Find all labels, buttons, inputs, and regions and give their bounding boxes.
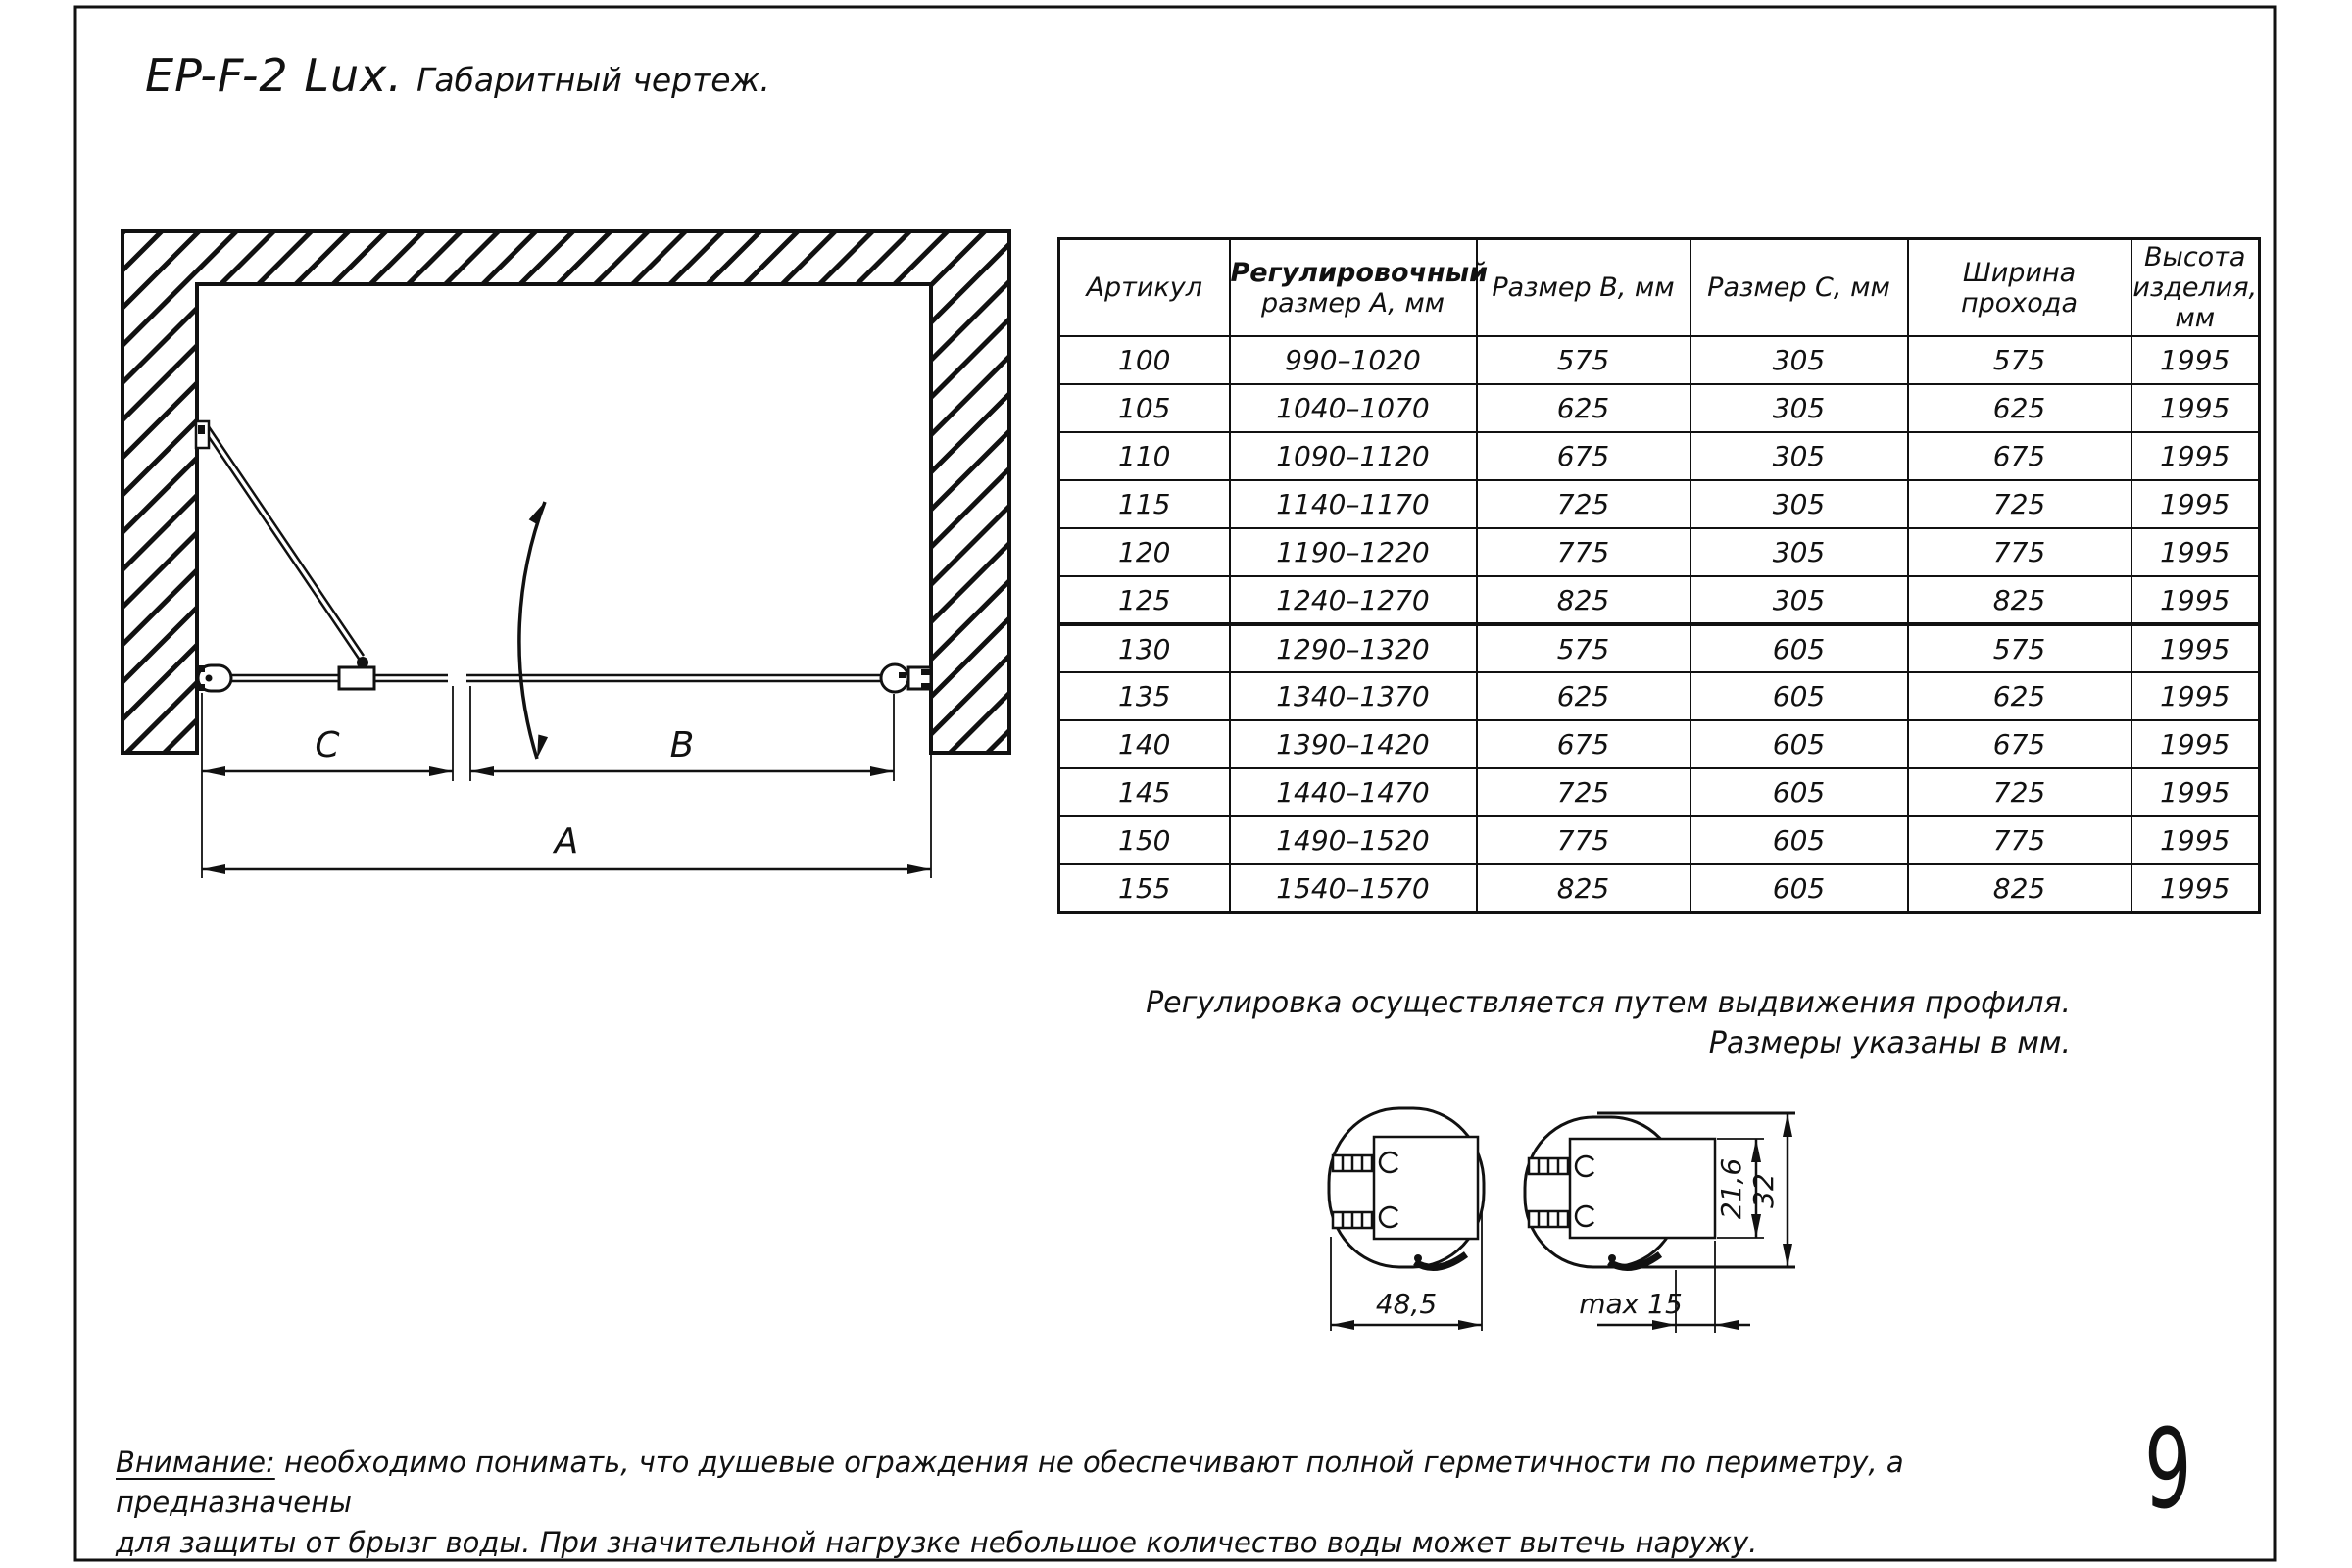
table-cell: 1995 xyxy=(2132,864,2260,912)
table-cell: 725 xyxy=(1908,768,2132,816)
warning-label: Внимание: xyxy=(116,1446,275,1479)
dim-inner-label: 21,6 xyxy=(1715,1157,1747,1220)
table-row xyxy=(1059,384,2260,432)
table-cell: 825 xyxy=(1908,864,2132,912)
table-cell: 110 xyxy=(1059,432,1230,480)
table-cell: 575 xyxy=(1908,624,2132,672)
col-pass-width: Ширина прохода xyxy=(1908,239,2132,337)
dim-c-label: C xyxy=(315,725,340,765)
table-cell: 1090–1120 xyxy=(1230,432,1477,480)
profile-section-extended xyxy=(1525,1113,1795,1333)
table-cell: 305 xyxy=(1690,384,1908,432)
table-cell: 1290–1320 xyxy=(1230,624,1477,672)
dimension-a xyxy=(202,821,931,874)
table-cell: 1995 xyxy=(2132,816,2260,864)
table-cell: 305 xyxy=(1690,432,1908,480)
table-cell: 575 xyxy=(1477,624,1690,672)
col-articul: Артикул xyxy=(1059,239,1230,337)
table-cell: 575 xyxy=(1908,336,2132,384)
spec-table-body xyxy=(1059,336,2260,912)
adjustment-notes xyxy=(1146,983,2071,1063)
col-size-a: Регулировочный размер А, мм xyxy=(1230,239,1477,337)
table-cell: 605 xyxy=(1690,816,1908,864)
table-cell: 1995 xyxy=(2132,624,2260,672)
col-size-c: Размер С, мм xyxy=(1690,239,1908,337)
note-line-1: Регулировка осуществляется путем выдвижения профиля. xyxy=(1146,986,2071,1020)
table-row xyxy=(1059,624,2260,672)
table-cell: 1995 xyxy=(2132,432,2260,480)
table-cell: 605 xyxy=(1690,864,1908,912)
table-row xyxy=(1059,480,2260,528)
left-wall-profile xyxy=(198,665,231,691)
table-cell: 1995 xyxy=(2132,384,2260,432)
dim-b-label: B xyxy=(669,725,695,765)
table-row xyxy=(1059,720,2260,768)
table-cell: 130 xyxy=(1059,624,1230,672)
table-cell: 625 xyxy=(1908,384,2132,432)
table-row xyxy=(1059,432,2260,480)
table-cell: 115 xyxy=(1059,480,1230,528)
folding-door-leaf xyxy=(196,421,368,668)
table-cell: 145 xyxy=(1059,768,1230,816)
col-height: Высота изделия, мм xyxy=(2132,239,2260,337)
table-row xyxy=(1059,672,2260,720)
table-cell: 675 xyxy=(1908,432,2132,480)
warning-line-1: Внимание: необходимо понимать, что душевые ограждения не обеспечивают полной герметичности по периметру, а предназначены xyxy=(116,1446,1904,1519)
table-cell: 1995 xyxy=(2132,576,2260,624)
warning-text xyxy=(116,1443,2125,1563)
table-cell: 625 xyxy=(1477,672,1690,720)
table-cell: 305 xyxy=(1690,576,1908,624)
table-cell: 1540–1570 xyxy=(1230,864,1477,912)
table-cell: 1390–1420 xyxy=(1230,720,1477,768)
table-cell: 605 xyxy=(1690,672,1908,720)
table-cell: 1340–1370 xyxy=(1230,672,1477,720)
table-cell: 825 xyxy=(1477,864,1690,912)
table-cell: 125 xyxy=(1059,576,1230,624)
table-cell: 775 xyxy=(1477,528,1690,576)
table-cell: 1490–1520 xyxy=(1230,816,1477,864)
table-cell: 1995 xyxy=(2132,768,2260,816)
table-cell: 575 xyxy=(1477,336,1690,384)
table-cell: 675 xyxy=(1477,432,1690,480)
table-cell: 1995 xyxy=(2132,720,2260,768)
table-cell: 1440–1470 xyxy=(1230,768,1477,816)
table-cell: 305 xyxy=(1690,480,1908,528)
table-cell: 1995 xyxy=(2132,336,2260,384)
table-cell: 1190–1220 xyxy=(1230,528,1477,576)
table-cell: 605 xyxy=(1690,768,1908,816)
table-cell: 990–1020 xyxy=(1230,336,1477,384)
table-cell: 675 xyxy=(1477,720,1690,768)
spec-table-header xyxy=(1059,239,2260,337)
table-cell: 625 xyxy=(1477,384,1690,432)
warning-line-2: для защиты от брызг воды. При значительной нагрузке небольшое количество воды может вытечь наружу. xyxy=(116,1526,1758,1559)
glass-panel-line xyxy=(231,675,883,681)
model-name: EP-F-2 Lux. xyxy=(145,49,403,102)
table-cell: 155 xyxy=(1059,864,1230,912)
table-cell: 725 xyxy=(1477,480,1690,528)
table-row xyxy=(1059,336,2260,384)
table-row xyxy=(1059,768,2260,816)
table-cell: 100 xyxy=(1059,336,1230,384)
profile-section-closed xyxy=(1329,1108,1484,1331)
table-cell: 605 xyxy=(1690,720,1908,768)
table-row xyxy=(1059,528,2260,576)
table-cell: 1040–1070 xyxy=(1230,384,1477,432)
dim-a-label: A xyxy=(554,821,579,861)
table-cell: 1995 xyxy=(2132,480,2260,528)
right-wall-profile xyxy=(881,664,931,692)
table-cell: 605 xyxy=(1690,624,1908,672)
table-cell: 1995 xyxy=(2132,528,2260,576)
table-cell: 725 xyxy=(1908,480,2132,528)
table-cell: 725 xyxy=(1477,768,1690,816)
table-cell: 135 xyxy=(1059,672,1230,720)
table-cell: 120 xyxy=(1059,528,1230,576)
table-cell: 675 xyxy=(1908,720,2132,768)
page-title xyxy=(145,49,770,102)
table-cell: 775 xyxy=(1908,816,2132,864)
spec-table xyxy=(1057,237,2261,914)
table-cell: 305 xyxy=(1690,336,1908,384)
dimension-c xyxy=(202,725,453,776)
table-cell: 305 xyxy=(1690,528,1908,576)
dim-max-label: max 15 xyxy=(1579,1288,1683,1320)
table-cell: 775 xyxy=(1908,528,2132,576)
table-row xyxy=(1059,576,2260,624)
table-cell: 775 xyxy=(1477,816,1690,864)
note-line-2: Размеры указаны в мм. xyxy=(1708,1026,2071,1060)
table-cell: 150 xyxy=(1059,816,1230,864)
door-swing-arc xyxy=(519,500,549,760)
table-cell: 825 xyxy=(1477,576,1690,624)
table-cell: 105 xyxy=(1059,384,1230,432)
hinge-block xyxy=(339,667,374,689)
table-cell: 140 xyxy=(1059,720,1230,768)
table-cell: 1140–1170 xyxy=(1230,480,1477,528)
table-row xyxy=(1059,864,2260,912)
table-cell: 1995 xyxy=(2132,672,2260,720)
dim-width-label: 48,5 xyxy=(1375,1288,1438,1320)
table-cell: 625 xyxy=(1908,672,2132,720)
col-size-b: Размер В, мм xyxy=(1477,239,1690,337)
table-cell: 1240–1270 xyxy=(1230,576,1477,624)
table-cell: 825 xyxy=(1908,576,2132,624)
dim-outer-label: 32 xyxy=(1747,1173,1780,1208)
table-row xyxy=(1059,816,2260,864)
title-subtitle: Габаритный чертеж. xyxy=(416,61,770,99)
page-number: 9 xyxy=(2144,1406,2192,1534)
